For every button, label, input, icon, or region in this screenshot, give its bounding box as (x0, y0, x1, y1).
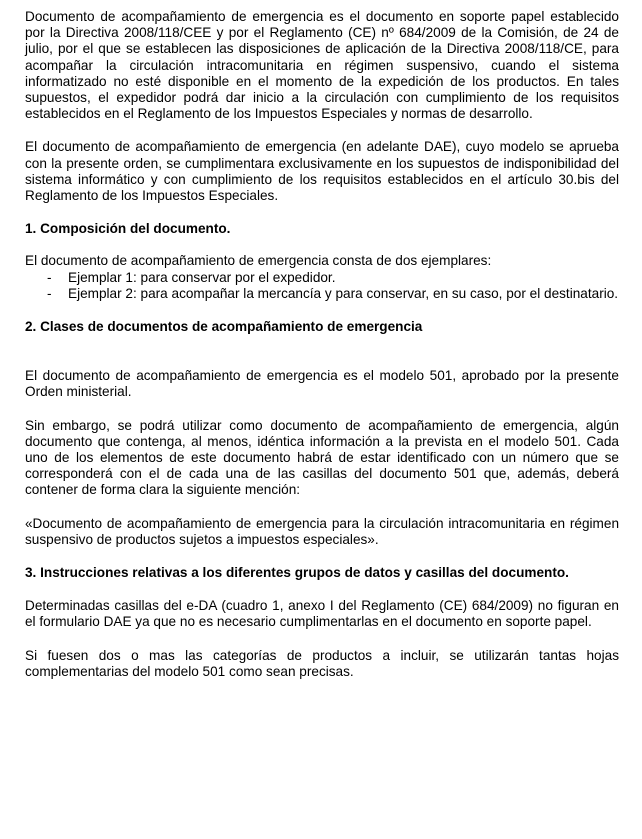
list-item-text: Ejemplar 1: para conservar por el expedidor. (68, 269, 336, 285)
section-1-paragraph: El documento de acompañamiento de emergencia consta de dos ejemplares: (25, 253, 492, 269)
section-3-paragraph-1: Determinadas casillas del e-DA (cuadro 1, anexo I del Reglamento (CE) 684/2009) no figuran en el formulario DAE ya que no es necesario cumplimentarlas en el documento en soporte papel. (25, 598, 619, 630)
intro-paragraph-2: El documento de acompañamiento de emergencia (en adelante DAE), cuyo modelo se aprueba con la presente orden, se cumplimentara exclusivamente en los supuestos de indisponibilidad del sistema informático y con cumplimiento de los requisitos establecidos en el artículo 30.bis del Reglamento de los Impuestos Especiales. (25, 139, 619, 204)
section-2-heading: 2. Clases de documentos de acompañamiento de emergencia (25, 319, 423, 335)
list-item-text: Ejemplar 2: para acompañar la mercancía y para conservar, en su caso, por el destinatario. (68, 285, 619, 301)
section-2-paragraph-2: Sin embargo, se podrá utilizar como documento de acompañamiento de emergencia, algún documento que contenga, al menos, idéntica información a la prevista en el modelo 501. Cada uno de los elementos de este documento habrá de estar identificado con un número que se corresponderá con el de cada una de las casillas del documento 501 que, además, deberá contener de forma clara la siguiente mención: (25, 417, 619, 498)
section-1-heading: 1. Composición del documento. (25, 221, 231, 237)
list-item (25, 286, 619, 302)
section-2-quote: «Documento de acompañamiento de emergencia para la circulación intracomunitaria en régimen suspensivo de productos sujetos a impuestos especiales». (25, 515, 619, 547)
section-3-paragraph-2: Si fuesen dos o mas las categorías de productos a incluir, se utilizarán tantas hojas complementarias del modelo 501 como sean precisas. (25, 647, 619, 679)
dash-bullet: - (47, 285, 52, 301)
section-3-heading: 3. Instrucciones relativas a los diferentes grupos de datos y casillas del documento. (25, 565, 569, 581)
section-2-paragraph-1: El documento de acompañamiento de emergencia es el modelo 501, aprobado por la presente Orden ministerial. (25, 368, 619, 400)
copies-list (25, 270, 619, 302)
intro-paragraph-1: Documento de acompañamiento de emergencia es el documento en soporte papel establecido por la Directiva 2008/118/CEE y por el Reglamento (CE) nº 684/2009 de la Comisión, de 24 de julio, por el que se establecen las disposiciones de aplicación de la Directiva 2008/118/CE, para acompañar la circulación intracomunitaria en régimen suspensivo, cuando el sistema informatizado no esté disponible en el momento de la expedición de los productos. En tales supuestos, el expedidor podrá dar inicio a la circulación con cumplimiento de los requisitos establecidos en el Reglamento de los Impuestos Especiales y normas de desarrollo. (25, 9, 619, 122)
dash-bullet: - (47, 269, 52, 285)
list-item (25, 270, 619, 286)
